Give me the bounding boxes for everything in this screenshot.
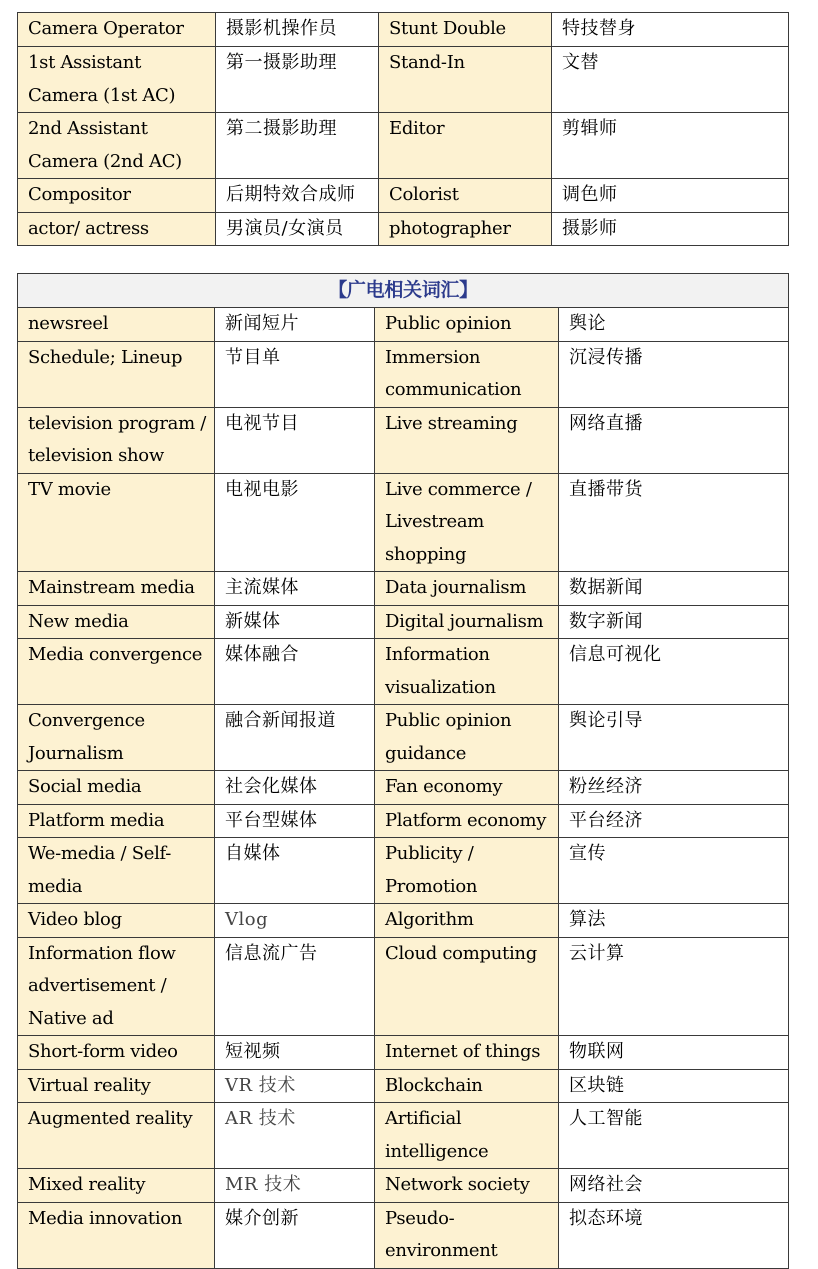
term-zh: 物联网 — [559, 1036, 789, 1070]
term-zh: 新闻短片 — [215, 308, 375, 342]
term-en: Schedule; Lineup — [18, 341, 215, 407]
term-zh: 节目单 — [215, 341, 375, 407]
term-zh: 男演员/女演员 — [216, 212, 379, 246]
term-zh: 特技替身 — [552, 13, 789, 47]
term-en: Augmented reality — [18, 1103, 215, 1169]
term-zh: 短视频 — [215, 1036, 375, 1070]
term-en: Stand-In — [379, 47, 552, 113]
table-title: 【广电相关词汇】 — [18, 274, 789, 308]
term-zh: 融合新闻报道 — [215, 705, 375, 771]
term-en: Mixed reality — [18, 1169, 215, 1203]
table-title-row — [18, 274, 789, 308]
term-zh: VR 技术 — [215, 1069, 375, 1103]
term-en: TV movie — [18, 473, 215, 572]
term-en: Public opinion guidance — [375, 705, 559, 771]
term-en: newsreel — [18, 308, 215, 342]
term-zh: 网络直播 — [559, 407, 789, 473]
term-zh: 拟态环境 — [559, 1202, 789, 1268]
table-row — [18, 1169, 789, 1203]
term-en: Platform economy — [375, 804, 559, 838]
term-en: Compositor — [18, 179, 216, 213]
term-en: We-media / Self-media — [18, 838, 215, 904]
term-en: Fan economy — [375, 771, 559, 805]
term-zh: 粉丝经济 — [559, 771, 789, 805]
term-zh: 舆论引导 — [559, 705, 789, 771]
term-en: Blockchain — [375, 1069, 559, 1103]
table-row — [18, 1202, 789, 1268]
term-en: actor/ actress — [18, 212, 216, 246]
table-row — [18, 47, 789, 113]
term-en: Stunt Double — [379, 13, 552, 47]
term-en: Colorist — [379, 179, 552, 213]
term-en: Network society — [375, 1169, 559, 1203]
term-zh: 剪辑师 — [552, 113, 789, 179]
term-zh: 平台经济 — [559, 804, 789, 838]
table-row — [18, 838, 789, 904]
term-zh: 自媒体 — [215, 838, 375, 904]
table-row — [18, 13, 789, 47]
term-zh: 网络社会 — [559, 1169, 789, 1203]
term-zh: 信息可视化 — [559, 639, 789, 705]
term-en: Convergence Journalism — [18, 705, 215, 771]
table-row — [18, 308, 789, 342]
table-row — [18, 113, 789, 179]
term-en: Immersion communication — [375, 341, 559, 407]
term-zh: 平台型媒体 — [215, 804, 375, 838]
term-zh: 电视电影 — [215, 473, 375, 572]
term-en: New media — [18, 605, 215, 639]
term-zh: 数字新闻 — [559, 605, 789, 639]
term-en: Information visualization — [375, 639, 559, 705]
table-row — [18, 937, 789, 1036]
term-en: Live streaming — [375, 407, 559, 473]
term-en: Live commerce / Livestream shopping — [375, 473, 559, 572]
term-en: Data journalism — [375, 572, 559, 606]
term-zh: 宣传 — [559, 838, 789, 904]
table-row — [18, 407, 789, 473]
term-zh: 云计算 — [559, 937, 789, 1036]
term-en: Media convergence — [18, 639, 215, 705]
table-row — [18, 904, 789, 938]
term-en: 2nd Assistant Camera (2nd AC) — [18, 113, 216, 179]
crew-vocabulary-table — [17, 12, 789, 246]
term-zh: 数据新闻 — [559, 572, 789, 606]
term-en: Internet of things — [375, 1036, 559, 1070]
term-zh: 沉浸传播 — [559, 341, 789, 407]
term-en: Pseudo-environment — [375, 1202, 559, 1268]
table-row — [18, 1103, 789, 1169]
term-zh: 新媒体 — [215, 605, 375, 639]
term-en: Social media — [18, 771, 215, 805]
term-zh: 调色师 — [552, 179, 789, 213]
table-row — [18, 639, 789, 705]
term-zh: 算法 — [559, 904, 789, 938]
term-en: Information flow advertisement / Native ad — [18, 937, 215, 1036]
table-row — [18, 572, 789, 606]
term-en: Mainstream media — [18, 572, 215, 606]
term-en: Platform media — [18, 804, 215, 838]
broadcast-vocabulary-table — [17, 273, 789, 1269]
term-zh: 舆论 — [559, 308, 789, 342]
table-row — [18, 705, 789, 771]
term-en: Cloud computing — [375, 937, 559, 1036]
term-zh: 人工智能 — [559, 1103, 789, 1169]
table-row — [18, 1036, 789, 1070]
term-zh: 媒介创新 — [215, 1202, 375, 1268]
term-en: Public opinion — [375, 308, 559, 342]
term-zh: 第一摄影助理 — [216, 47, 379, 113]
term-zh: 摄影机操作员 — [216, 13, 379, 47]
term-zh: 主流媒体 — [215, 572, 375, 606]
term-en: 1st Assistant Camera (1st AC) — [18, 47, 216, 113]
table-row — [18, 1069, 789, 1103]
table-row — [18, 473, 789, 572]
term-zh: MR 技术 — [215, 1169, 375, 1203]
term-en: Video blog — [18, 904, 215, 938]
term-zh: 媒体融合 — [215, 639, 375, 705]
term-en: Digital journalism — [375, 605, 559, 639]
table-row — [18, 212, 789, 246]
term-en: Editor — [379, 113, 552, 179]
term-en: Algorithm — [375, 904, 559, 938]
table-row — [18, 605, 789, 639]
term-zh: 社会化媒体 — [215, 771, 375, 805]
term-zh: 区块链 — [559, 1069, 789, 1103]
term-zh: Vlog — [215, 904, 375, 938]
term-zh: 第二摄影助理 — [216, 113, 379, 179]
term-zh: 文替 — [552, 47, 789, 113]
table-row — [18, 341, 789, 407]
term-zh: 电视节目 — [215, 407, 375, 473]
table-row — [18, 771, 789, 805]
term-en: television program / television show — [18, 407, 215, 473]
term-en: Camera Operator — [18, 13, 216, 47]
term-zh: 信息流广告 — [215, 937, 375, 1036]
term-en: photographer — [379, 212, 552, 246]
table-row — [18, 804, 789, 838]
table-row — [18, 179, 789, 213]
term-zh: AR 技术 — [215, 1103, 375, 1169]
term-zh: 后期特效合成师 — [216, 179, 379, 213]
term-en: Media innovation — [18, 1202, 215, 1268]
term-en: Short-form video — [18, 1036, 215, 1070]
term-en: Virtual reality — [18, 1069, 215, 1103]
term-en: Publicity / Promotion — [375, 838, 559, 904]
term-zh: 直播带货 — [559, 473, 789, 572]
term-zh: 摄影师 — [552, 212, 789, 246]
term-en: Artificial intelligence — [375, 1103, 559, 1169]
